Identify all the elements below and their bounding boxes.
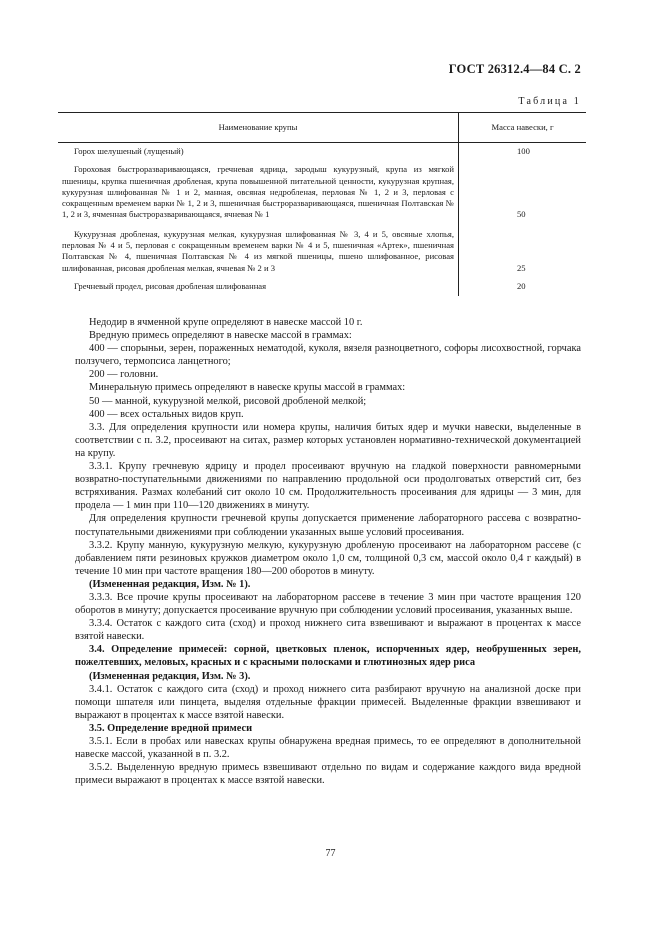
table-row xyxy=(58,143,586,160)
paragraph: 50 — манной, кукурузной мелкой, рисовой дробленой мелкой; xyxy=(89,395,367,407)
table-row xyxy=(58,276,586,296)
paragraph: 3.5.2. Выделенную вредную примесь взвешивают отдельно по видам и содержание каждого вида вредной примеси выражают в процентах к массе взятой навески. xyxy=(75,762,581,787)
paragraph: Вредную примесь определяют в навеске массой в граммах: xyxy=(89,330,352,342)
amendment-note: (Измененная редакция, Изм. № 1). xyxy=(89,578,251,590)
table-row xyxy=(58,223,586,276)
section-heading: 3.5. Определение вредной примеси xyxy=(89,722,253,734)
cell-text: Кукурузная дробленая, кукурузная мелкая, кукурузная шлифованная № 3, 4 и 5, овсяные хлопья, перловая № 4 и 5, перловая с сокращенным временем варки № 4 и 5, пшеничная «Артек», пшеничная Полтавская № 4, пшеничная Полтавская № 4 из мягкой пшеницы, пшено шлифованное, рисовая шлифованная, рисовая дробленая мелкая, ячневая № 2 и 3 xyxy=(62,228,454,273)
paragraph: 3.4.1. Остаток с каждого сита (сход) и проход нижнего сита разбирают вручную на анализной доске при помощи шпателя или пинцета, выделяя отдельные фракции примесей. Выделенные фракции взвешивают и выражают в процентах к массе взятой навески. xyxy=(75,683,581,721)
paragraph: 3.3.1. Крупу гречневую ядрицу и продел просеивают вручную на гладкой поверхности равномерными возвратно-поступательными движениями по направлению продольной оси продолговатых отверстий сит, без встряхивания. Размах колебаний сит около 10 см. Продолжительность просеивания для ядрицы — 3 мин, для продела — 1 мин при 110—120 движениях в минуту. xyxy=(75,461,581,512)
cell-text: Гороховая быстроразваривающаяся, гречневая ядрица, зародыш кукурузный, крупа из мягкой пшеницы, крупка пшеничная дробленая, крупа повышенной питательной ценности, кукурузная крупная, кукурузная шлифованная № 1 и 2, манная, овсяная недробленая, перловая № 1, 2 и 3, перловая с сокращенным временем варки № 1, 2 и 3, пшеничная быстроразваривающаяся, пшеничная Полтавская № 1, 2 и 3, ячменная быстроразваривающаяся, ячневая № 1 xyxy=(62,164,454,220)
table-cell-mass: 25 xyxy=(517,262,526,273)
paragraph: 3.3.2. Крупу манную, кукурузную мелкую, кукурузную дробленую просеивают на лабораторном рассеве (с добавлением пяти резиновых кружков диаметром около 1,0 см, толщиной 0,3 см, массой около 0,4 г каждый) в течение 10 мин при частоте вращения 180—200 оборотов в минуту. xyxy=(75,539,581,577)
paragraph: Минеральную примесь определяют в навеске крупы массой в граммах: xyxy=(89,382,406,394)
body-text xyxy=(75,316,581,787)
section-heading: 3.4. Определение примесей: сорной, цветковых пленок, испорченных ядер, необрушенных зерен, пожелтевших, меловых, красных и с красными полосками и глютинозных ядер риса xyxy=(75,644,581,669)
table-cell-mass: 100 xyxy=(517,146,530,156)
paragraph: 3.5.1. Если в пробах или навесках крупы обнаружена вредная примесь, то ее определяют в дополнительной навеске массой, указанной в п. 3.2. xyxy=(75,736,581,761)
table-caption: Таблица 1 xyxy=(518,96,581,107)
table-cell-mass: 50 xyxy=(517,209,526,220)
table-header-row xyxy=(58,113,586,143)
amendment-note: (Измененная редакция, Изм. № 3). xyxy=(89,670,251,682)
table-cell-name xyxy=(58,276,459,296)
paragraph: 3.3.4. Остаток с каждого сита (сход) и проход нижнего сита взвешивают и выражают в процентах к массе взятой навески. xyxy=(75,618,581,643)
paragraph: 400 — всех остальных видов круп. xyxy=(89,408,244,420)
column-header-mass: Масса навески, г xyxy=(459,113,587,143)
paragraph: 400 — спорыньи, зерен, пораженных нематодой, куколя, вязеля разноцветного, софоры лисохвостной, горчака ползучего, термопсиса ланцетного; xyxy=(75,343,581,368)
cell-text: Горох шелушеный (лущеный) xyxy=(74,146,184,156)
cell-text: Гречневый продел, рисовая дробленая шлифованная xyxy=(74,280,267,291)
crop-mass-table xyxy=(58,112,586,296)
table-cell-name xyxy=(58,143,459,160)
paragraph: 3.3. Для определения крупности или номера крупы, наличия битых ядер и мучки навески, выделенные в соответствии с п. 3.2, просеивают на ситах, размер которых установлен нормативно-технической документацией на крупу. xyxy=(75,421,581,459)
paragraph: 3.3.3. Все прочие крупы просеивают на лабораторном рассеве в течение 3 мин при частоте вращения 120 оборотов в минуту; допускается просеивание вручную при соблюдении условий просеивания, указанных выше. xyxy=(75,591,581,617)
page-header: ГОСТ 26312.4—84 С. 2 xyxy=(448,62,581,76)
column-header-name: Наименование крупы xyxy=(58,113,459,143)
table-cell-name xyxy=(58,223,459,276)
table-cell-name xyxy=(58,159,459,222)
paragraph: Для определения крупности гречневой крупы допускается применение лабораторного рассева с возвратно-поступательными движениями при соблюдении указанных выше условий просеивания. xyxy=(75,513,581,538)
paragraph: Недодир в ячменной крупе определяют в навеске массой 10 г. xyxy=(89,317,363,328)
paragraph: 200 — головни. xyxy=(89,369,159,381)
page-number: 77 xyxy=(325,848,336,859)
table-row xyxy=(58,159,586,222)
table-cell-mass: 20 xyxy=(517,280,526,291)
